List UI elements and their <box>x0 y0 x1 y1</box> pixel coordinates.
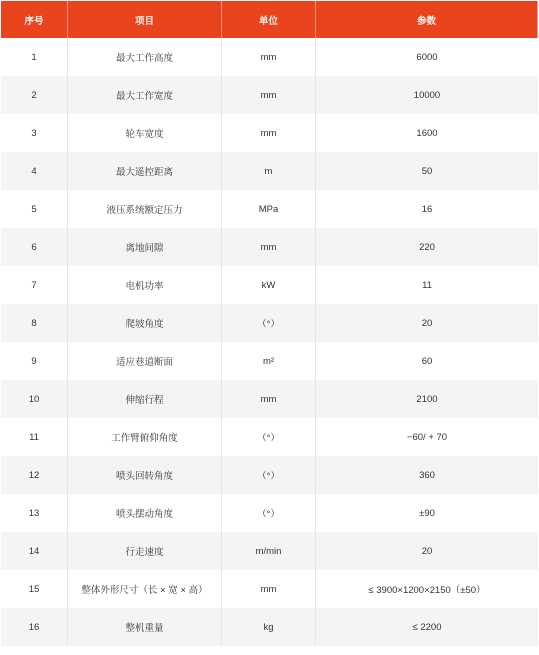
cell-unit: kg <box>222 608 316 646</box>
cell-value: 20 <box>421 317 433 329</box>
cell-value: 6000 <box>416 51 438 63</box>
cell-unit: （°） <box>222 304 316 342</box>
spec-table <box>1 1 538 653</box>
cell-item: 喷头回转角度 <box>68 456 222 494</box>
cell-item: 液压系统额定压力 <box>68 190 222 228</box>
header-item: 项目 <box>68 1 222 38</box>
table-row <box>1 494 538 532</box>
cell-value: 16 <box>421 203 433 215</box>
cell-value: 360 <box>419 469 435 481</box>
cell-unit: m <box>222 152 316 190</box>
cell-item: 伸缩行程 <box>68 380 222 418</box>
cell-item: 最大工作宽度 <box>68 76 222 114</box>
table-row <box>1 608 538 646</box>
cell-index: 8 <box>1 304 68 342</box>
cell-unit: mm <box>222 228 316 266</box>
cell-unit: mm <box>222 38 316 76</box>
cell-value: 220 <box>419 241 435 253</box>
cell-value: 10000 <box>413 89 441 101</box>
cell-value: 11 <box>422 279 432 291</box>
cell-unit: mm <box>222 76 316 114</box>
cell-index: 3 <box>1 114 68 152</box>
cell-value: ≤ 3900×1200×2150（±50） <box>368 585 486 596</box>
table-row <box>1 266 538 304</box>
table-row <box>1 532 538 570</box>
cell-value: −60/ + 70 <box>406 431 448 443</box>
table-row <box>1 342 538 380</box>
cell-index: 5 <box>1 190 68 228</box>
cell-item: 爬坡角度 <box>68 304 222 342</box>
cell-unit: kW <box>222 266 316 304</box>
table-row <box>1 456 538 494</box>
header-value: 参数 <box>316 1 538 38</box>
cell-index: 1 <box>1 38 68 76</box>
table-row <box>1 190 538 228</box>
table-row <box>1 76 538 114</box>
cell-value: 20 <box>421 545 433 557</box>
cell-unit: MPa <box>222 190 316 228</box>
cell-index: 12 <box>1 456 68 494</box>
cell-item: 行走速度 <box>68 532 222 570</box>
cell-index: 13 <box>1 494 68 532</box>
cell-item: 离地间隙 <box>68 228 222 266</box>
cell-unit: （°） <box>222 456 316 494</box>
table-row <box>1 228 538 266</box>
cell-unit: mm <box>222 570 316 608</box>
table-row <box>1 152 538 190</box>
cell-item: 整体外形尺寸（长 × 宽 × 高） <box>68 570 222 608</box>
cell-unit: （°） <box>222 494 316 532</box>
cell-item: 适应巷道断面 <box>68 342 222 380</box>
cell-index: 10 <box>1 380 68 418</box>
cell-unit: m² <box>222 342 316 380</box>
cell-index: 2 <box>1 76 68 114</box>
cell-item: 电机功率 <box>68 266 222 304</box>
cell-item: 整机重量 <box>68 608 222 646</box>
cell-index: 6 <box>1 228 68 266</box>
header-unit: 单位 <box>222 1 316 38</box>
header-index: 序号 <box>1 1 68 38</box>
cell-index: 15 <box>1 570 68 608</box>
cell-value: 50 <box>421 165 433 177</box>
table-row <box>1 114 538 152</box>
table-row <box>1 38 538 76</box>
table-header-row <box>1 1 538 38</box>
cell-value: 60 <box>421 355 433 367</box>
cell-index: 4 <box>1 152 68 190</box>
cell-unit: mm <box>222 380 316 418</box>
table-row <box>1 304 538 342</box>
cell-index: 7 <box>1 266 68 304</box>
table-row <box>1 418 538 456</box>
cell-value: 1600 <box>416 127 438 139</box>
cell-index: 9 <box>1 342 68 380</box>
cell-item: 喷头摆动角度 <box>68 494 222 532</box>
cell-item: 工作臂俯仰角度 <box>68 418 222 456</box>
cell-value: 2100 <box>416 393 438 405</box>
cell-unit: m/min <box>222 532 316 570</box>
table-row <box>1 570 538 608</box>
table-row <box>1 380 538 418</box>
cell-unit: mm <box>222 114 316 152</box>
cell-item: 最大工作高度 <box>68 38 222 76</box>
cell-index: 11 <box>1 418 68 456</box>
cell-index: 16 <box>1 608 68 646</box>
cell-index: 14 <box>1 532 68 570</box>
cell-item: 轮车宽度 <box>68 114 222 152</box>
cell-unit: （°） <box>222 418 316 456</box>
cell-value: ≤ 2200 <box>412 621 442 633</box>
cell-item: 最大遥控距离 <box>68 152 222 190</box>
cell-value: ±90 <box>419 507 435 519</box>
